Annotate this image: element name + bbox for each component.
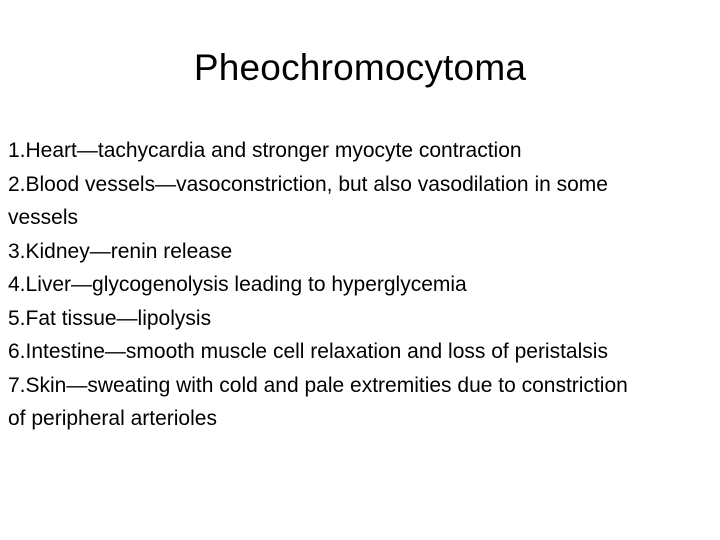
list-item: 1.Heart—tachycardia and stronger myocyte contraction — [8, 139, 522, 162]
effects-list — [8, 134, 648, 436]
list-item: 5.Fat tissue—lipolysis — [8, 306, 212, 330]
list-item: 2.Blood vessels—vasoconstriction, but also vasodilation in some vessels — [8, 172, 608, 229]
list-item: 3.Kidney—renin release — [8, 239, 233, 263]
list-item: 6.Intestine—smooth muscle cell relaxation and loss of peristalsis — [8, 340, 608, 363]
slide-title: Pheochromocytoma — [193, 47, 527, 88]
list-item: 7.Skin—sweating with cold and pale extremities due to constriction of peripheral arterioles — [8, 373, 628, 430]
list-item: 4.Liver—glycogenolysis leading to hyperglycemia — [8, 273, 467, 296]
